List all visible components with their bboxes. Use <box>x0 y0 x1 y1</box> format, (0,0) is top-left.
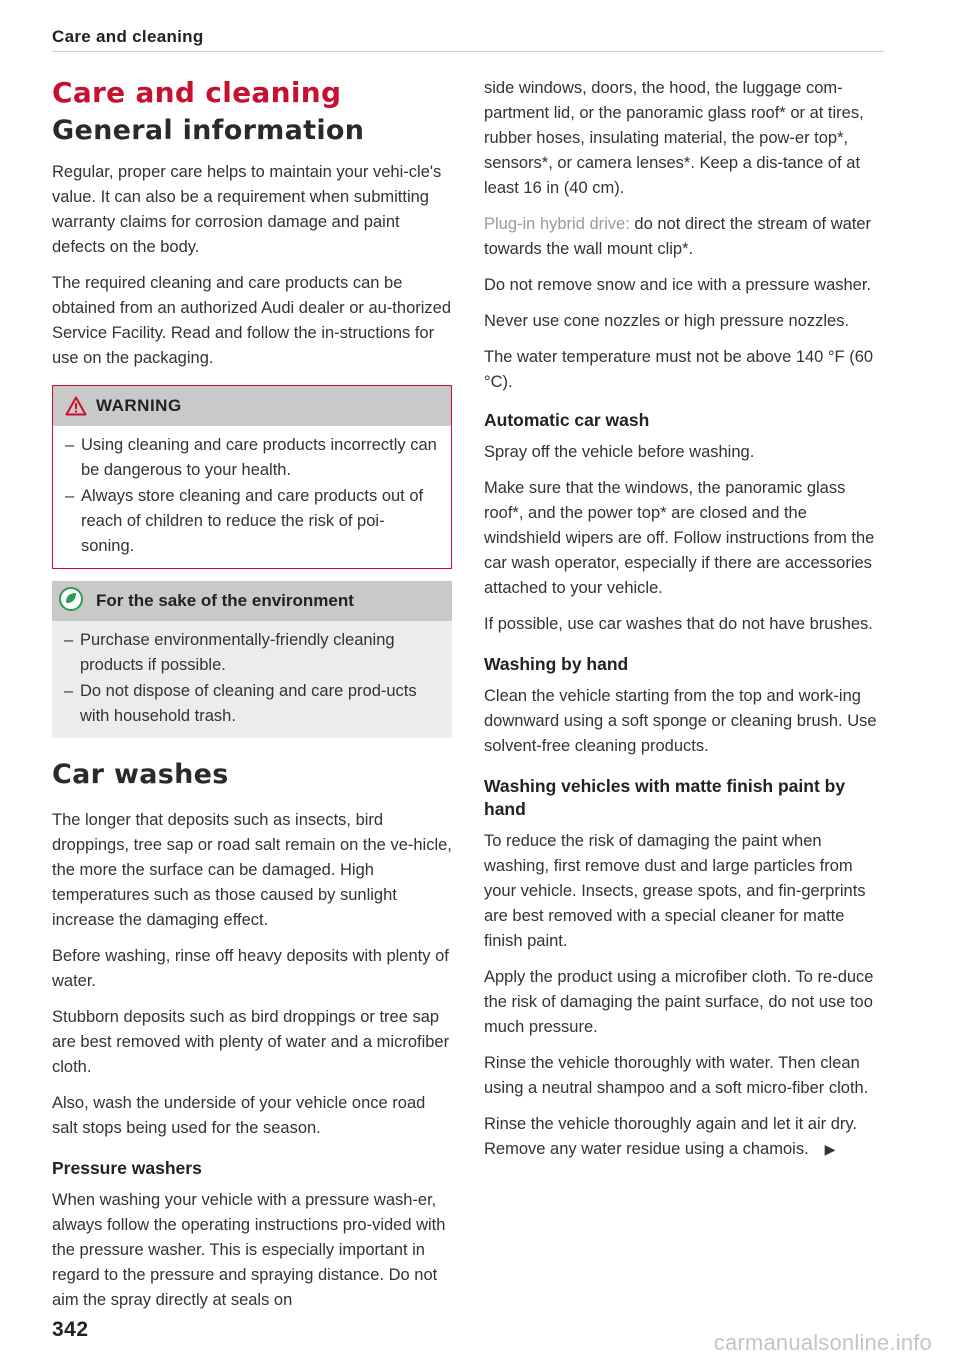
general-information-heading: General information <box>52 115 365 146</box>
right-column <box>484 76 884 1173</box>
washing-by-hand-heading: Washing by hand <box>484 654 629 674</box>
general-paragraph: Regular, proper care helps to maintain your vehi-cle's value. It can also be a requirement when submitting warranty claims for corrosion damage and paint defects on the body. <box>52 163 442 256</box>
warning-item-text: Always store cleaning and care products out of reach of children to reduce the risk of poi-soning. <box>81 487 424 555</box>
general-paragraph: The required cleaning and care products can be obtained from an authorized Audi dealer or au-thorized Service Facility. Read and follow the in-structions for use on the packaging. <box>52 274 452 367</box>
environment-item: – Do not dispose of cleaning and care prod-ucts with household trash. <box>64 682 417 725</box>
matte-finish-paragraph: Rinse the vehicle thoroughly with water. Then clean using a neutral shampoo and a soft micro-fiber cloth. <box>484 1054 869 1097</box>
automatic-car-wash-paragraph: Make sure that the windows, the panoramic glass roof*, and the power top* are closed and the windshield wipers are off. Follow instructions from the car wash operator, especially if there are accessories attached to your vehicle. <box>484 479 875 597</box>
automatic-car-wash-paragraph: If possible, use car washes that do not have brushes. <box>484 615 873 633</box>
warning-list <box>53 426 451 568</box>
pressure-washers-heading: Pressure washers <box>52 1158 202 1178</box>
plugin-hybrid-paragraph <box>484 212 884 262</box>
header-divider <box>52 51 884 52</box>
warning-box <box>52 385 452 569</box>
warning-header <box>53 386 451 426</box>
automatic-car-wash-paragraph: Spray off the vehicle before washing. <box>484 443 755 461</box>
warning-item-text: Using cleaning and care products incorrectly can be dangerous to your health. <box>81 436 437 479</box>
environment-header <box>52 581 452 621</box>
car-washes-paragraph: Also, wash the underside of your vehicle once road salt stops being used for the season. <box>52 1094 426 1137</box>
matte-finish-paragraph: Apply the product using a microfiber cloth. To re-duce the risk of damaging the paint surface, do not use too much pressure. <box>484 968 874 1036</box>
plugin-hybrid-label: Plug-in hybrid drive: <box>484 215 630 233</box>
matte-finish-paragraph: To reduce the risk of damaging the paint when washing, first remove dust and large particles from your vehicle. Insects, grease spots, and fin-gerprints are best removed with a special cleaner for matte finish paint. <box>484 832 866 950</box>
environment-box <box>52 581 452 738</box>
warning-item: – Always store cleaning and care products out of reach of children to reduce the risk of poi-soning. <box>65 487 424 555</box>
final-rinse-text: Rinse the vehicle thoroughly again and let it air dry. Remove any water residue using a chamois. <box>484 1115 857 1158</box>
pressure-paragraph: Do not remove snow and ice with a pressure washer. <box>484 276 872 294</box>
pressure-paragraph: Never use cone nozzles or high pressure nozzles. <box>484 312 850 330</box>
running-header-title: Care and cleaning <box>52 27 204 46</box>
washing-by-hand-paragraph: Clean the vehicle starting from the top and work-ing downward using a soft sponge or cleaning brush. Use solvent-free cleaning products. <box>484 687 877 755</box>
car-washes-paragraph: Before washing, rinse off heavy deposits with plenty of water. <box>52 947 449 990</box>
car-washes-heading: Car washes <box>52 759 229 790</box>
environment-item-text: Purchase environmentally-friendly cleaning products if possible. <box>80 631 395 674</box>
final-rinse-paragraph <box>484 1112 884 1162</box>
pressure-continued-paragraph: side windows, doors, the hood, the luggage com-partment lid, or the panoramic glass roof* or at tires, rubber hoses, insulating material, the pow-er top*, sensors*, or camera lenses*. Keep a dis-tance of at least 16 in (40 cm). <box>484 79 864 197</box>
warning-item: – Using cleaning and care products incorrectly can be dangerous to your health. <box>65 436 437 479</box>
left-column <box>52 70 452 1324</box>
automatic-car-wash-heading: Automatic car wash <box>484 410 650 430</box>
environment-list <box>52 621 452 738</box>
pressure-paragraph: The water temperature must not be above 140 °F (60 °C). <box>484 348 874 391</box>
continue-arrow-icon: ▶ <box>824 1141 836 1157</box>
car-washes-paragraph: Stubborn deposits such as bird droppings or tree sap are best removed with plenty of water and a microfiber cloth. <box>52 1008 450 1076</box>
environment-item: – Purchase environmentally-friendly cleaning products if possible. <box>64 631 395 674</box>
chapter-title: Care and cleaning <box>52 76 342 109</box>
page-number: 342 <box>52 1318 89 1341</box>
warning-triangle-icon <box>65 396 87 416</box>
watermark: carmanualsonline.info <box>713 1330 932 1355</box>
plugin-hybrid-text: do not direct the stream of water towards the wall mount clip*. <box>484 215 872 258</box>
environment-icon <box>58 586 84 617</box>
pressure-washers-paragraph: When washing your vehicle with a pressure wash-er, always follow the operating instructions pro-vided with the pressure washer. This is especially important in regard to the pressure and spraying distance. Do not aim the spray directly at seals on <box>52 1191 446 1309</box>
environment-title: For the sake of the environment <box>96 591 354 610</box>
matte-finish-heading: Washing vehicles with matte finish paint by hand <box>484 776 846 819</box>
warning-title: WARNING <box>96 396 182 415</box>
environment-item-text: Do not dispose of cleaning and care prod-ucts with household trash. <box>80 682 417 725</box>
car-washes-paragraph: The longer that deposits such as insects, bird droppings, tree sap or road salt remain on the ve-hicle, the more the surface can be damaged. High temperatures such as those caused by sunlight increase the damaging effect. <box>52 811 452 929</box>
